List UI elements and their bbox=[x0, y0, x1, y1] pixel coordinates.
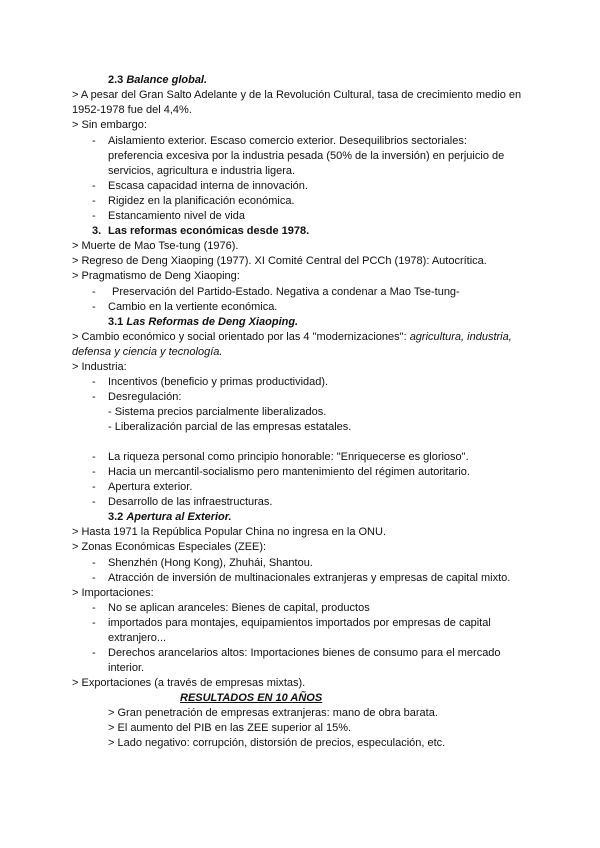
list-item: Escasa capacidad interna de innovación. bbox=[108, 180, 308, 192]
bullet-dash: - bbox=[92, 572, 96, 584]
bullet-dash: - bbox=[92, 617, 96, 629]
bullet-dash: - bbox=[92, 210, 96, 222]
bullet-dash: - bbox=[92, 451, 96, 463]
list-item: Rigidez en la planificación económica. bbox=[108, 195, 295, 207]
results-heading: RESULTADOS EN 10 AÑOS bbox=[180, 692, 323, 704]
paragraph: > Exportaciones (a través de empresas mixtas). bbox=[72, 677, 306, 689]
paragraph: > Pragmatismo de Deng Xiaoping: bbox=[72, 270, 240, 282]
bullet-dash: - bbox=[92, 602, 96, 614]
paragraph: > Cambio económico y social orientado por las 4 "modernizaciones": agricultura, industria, bbox=[72, 331, 512, 343]
list-item: No se aplican aranceles: Bienes de capital, productos bbox=[108, 602, 370, 614]
list-item: importados para montajes, equipamientos importados por empresas de capital bbox=[108, 617, 491, 629]
result-item: > El aumento del PIB en las ZEE superior al 15%. bbox=[108, 722, 352, 734]
paragraph: > Importaciones: bbox=[72, 587, 154, 599]
bullet-dash: - bbox=[92, 301, 96, 313]
bullet-dash: - bbox=[92, 647, 96, 659]
list-item: Estancamiento nivel de vida bbox=[108, 210, 245, 222]
bullet-dash: - bbox=[92, 466, 96, 478]
bullet-dash: - bbox=[92, 195, 96, 207]
list-item: Desregulación: bbox=[108, 391, 182, 403]
list-item: Shenzhén (Hong Kong), Zhuhái, Shantou. bbox=[108, 557, 313, 569]
paragraph-continuation: defensa y ciencia y tecnología. bbox=[72, 346, 223, 358]
paragraph: > Industria: bbox=[72, 361, 127, 373]
bullet-dash: - bbox=[92, 180, 96, 192]
section-heading-3: Las reformas económicas desde 1978. bbox=[108, 225, 310, 237]
section-heading-3-2: 3.2 Apertura al Exterior. bbox=[108, 511, 232, 523]
list-item: Hacia un mercantil-socialismo pero mantenimiento del régimen autoritario. bbox=[108, 466, 470, 478]
bullet-dash: - bbox=[92, 481, 96, 493]
list-item: Derechos arancelarios altos: Importaciones bienes de consumo para el mercado bbox=[108, 647, 501, 659]
bullet-dash: - bbox=[92, 391, 96, 403]
list-item: Desarrollo de las infraestructuras. bbox=[108, 496, 273, 508]
list-item: La riqueza personal como principio honorable: "Enriquecerse es glorioso". bbox=[108, 451, 469, 463]
list-item: Incentivos (beneficio y primas productividad). bbox=[108, 376, 329, 388]
list-item: Preservación del Partido-Estado. Negativa a condenar a Mao Tse-tung- bbox=[112, 286, 460, 298]
list-item: Aislamiento exterior. Escaso comercio exterior. Desequilibrios sectoriales: bbox=[108, 135, 467, 147]
bullet-dash: - bbox=[92, 496, 96, 508]
paragraph: > Regreso de Deng Xiaoping (1977). XI Comité Central del PCCh (1978): Autocrítica. bbox=[72, 255, 487, 267]
list-item-continuation: preferencia excesiva por la industria pesada (50% de la inversión) en perjuicio de bbox=[108, 150, 505, 162]
result-item: > Gran penetración de empresas extranjeras: mano de obra barata. bbox=[108, 707, 438, 719]
list-item: Atracción de inversión de multinacionales extranjeras y empresas de capital mixto. bbox=[108, 572, 511, 584]
list-item-continuation: extranjero... bbox=[108, 632, 167, 644]
bullet-dash: - bbox=[92, 557, 96, 569]
paragraph: > Muerte de Mao Tse-tung (1976). bbox=[72, 240, 239, 252]
list-item: Cambio en la vertiente económica. bbox=[108, 301, 278, 313]
list-item: Apertura exterior. bbox=[108, 481, 193, 493]
sub-item: - Liberalización parcial de las empresas estatales. bbox=[108, 421, 352, 433]
list-item-continuation: servicios, agricultura e industria ligera. bbox=[108, 165, 296, 177]
section-heading-3-1: 3.1 Las Reformas de Deng Xiaoping. bbox=[108, 316, 299, 328]
paragraph: > Zonas Económicas Especiales (ZEE): bbox=[72, 541, 267, 553]
section-heading-2-3: 2.3 Balance global. bbox=[108, 74, 208, 86]
result-item: > Lado negativo: corrupción, distorsión de precios, especulación, etc. bbox=[108, 737, 446, 749]
bullet-dash: - bbox=[92, 376, 96, 388]
list-item-continuation: interior. bbox=[108, 662, 145, 674]
paragraph-continuation: 1952-1978 fue del 4,4%. bbox=[72, 104, 192, 116]
section-number-3: 3. bbox=[92, 225, 102, 237]
sub-item: - Sistema precios parcialmente liberalizados. bbox=[108, 406, 327, 418]
bullet-dash: - bbox=[92, 286, 96, 298]
paragraph: > Sin embargo: bbox=[72, 119, 147, 131]
paragraph: > Hasta 1971 la República Popular China no ingresa en la ONU. bbox=[72, 526, 386, 538]
paragraph: > A pesar del Gran Salto Adelante y de la Revolución Cultural, tasa de crecimiento medio en bbox=[72, 89, 522, 101]
bullet-dash: - bbox=[92, 135, 96, 147]
